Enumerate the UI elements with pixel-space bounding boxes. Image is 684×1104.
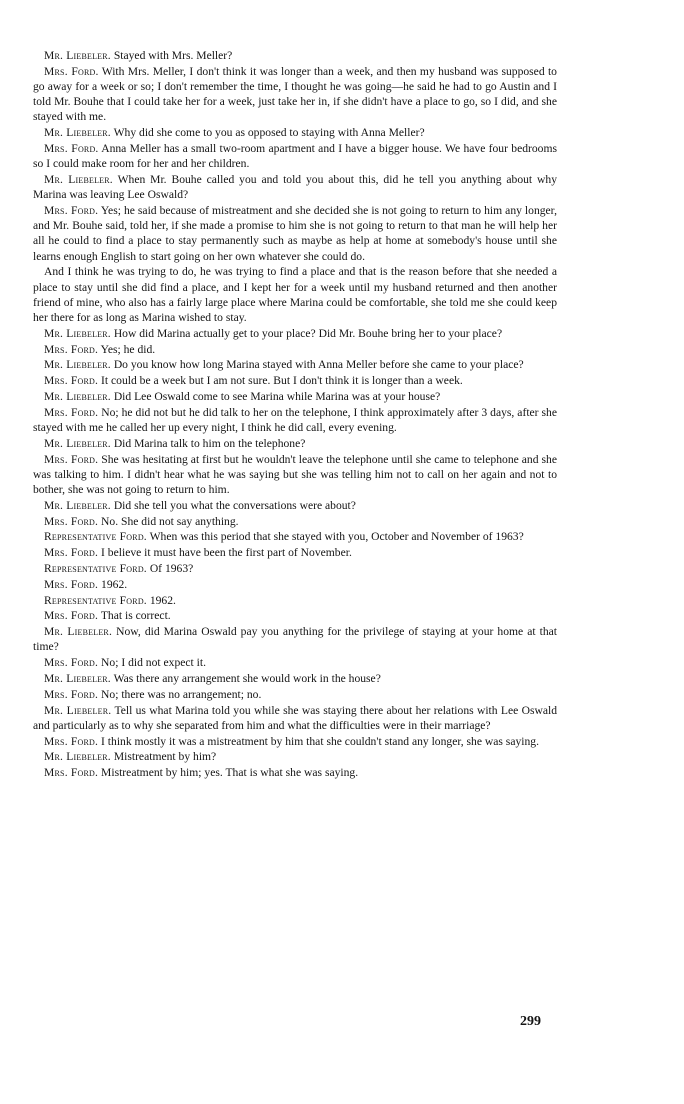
testimony-text: Tell us what Marina told you while she was staying there about her relations with Lee Oswald and particularly as to why she separated from him and what the difficulties were in their marriage?: [33, 703, 557, 732]
testimony-text: When was this period that she stayed with you, October and November of 1963?: [149, 530, 524, 544]
speaker-name: Mrs. Ford.: [44, 609, 99, 623]
testimony-paragraph: [33, 734, 557, 749]
page-number: 299: [520, 1014, 541, 1029]
speaker-name: Mr. Liebeler.: [44, 126, 111, 140]
testimony-text: She was hesitating at first but he wouldn't leave the telephone until she came to telephone and she was talking to him. I didn't hear what he was saying but she was telling him not to call on her again and not to bother, she was not going to return to him.: [33, 452, 557, 496]
testimony-paragraph: [33, 671, 557, 686]
speaker-name: Mrs. Ford.: [44, 656, 99, 670]
testimony-text: Of 1963?: [149, 561, 194, 575]
speaker-name: Mrs. Ford.: [44, 452, 99, 466]
speaker-name: Mrs. Ford.: [44, 687, 99, 701]
speaker-name: Mr. Liebeler.: [44, 436, 111, 450]
speaker-name: Mr. Liebeler.: [44, 358, 111, 372]
testimony-text: Yes; he said because of mistreatment and she decided she is not going to return to him any longer, and Mr. Bouhe said, told her, if she made a promise to him she is not going to return to that man he will help her all he could to find a place to stay permanently such as maybe as help at home at somebody's house until she learns enough English to start going on her own whatever she could do.: [33, 204, 557, 263]
speaker-name: Mrs. Ford.: [44, 546, 99, 560]
testimony-text: With Mrs. Meller, I don't think it was longer than a week, and then my husband was supposed to go away for a week or so; I don't remember the time, I thought he was going—he said he had to go Austin and I told Mr. Bouhe that I could take her for a week, just take her in, if she didn't have a place to go, so I did, and she stayed with me.: [33, 64, 557, 124]
testimony-text: Did Marina talk to him on the telephone?: [113, 436, 306, 450]
speaker-name: Mr. Liebeler.: [44, 390, 111, 403]
speaker-name: Mr. Liebeler.: [44, 326, 111, 340]
speaker-name: Representative Ford.: [44, 561, 147, 575]
testimony-text: No; I did not expect it.: [101, 656, 207, 670]
testimony-text: I believe it must have been the first part of November.: [101, 546, 352, 560]
speaker-name: Mr. Liebeler.: [44, 750, 111, 764]
testimony-text: Did she tell you what the conversations were about?: [113, 498, 356, 512]
testimony-text: No; there was no arrangement; no.: [101, 687, 262, 701]
speaker-name: Mrs. Ford.: [44, 142, 99, 155]
testimony-paragraph: [33, 561, 557, 576]
speaker-name: Mrs. Ford.: [44, 64, 99, 78]
testimony-text: 1962.: [149, 593, 176, 607]
testimony-text: No; he did not but he did talk to her on the telephone, I think approximately after 3 days, after she stayed with me he called her up every night, I think he did call, every evening.: [33, 405, 557, 434]
testimony-text: Was there any arrangement she would work in the house?: [113, 671, 381, 685]
testimony-text: How did Marina actually get to your place? Did Mr. Bouhe bring her to your place?: [113, 326, 503, 340]
testimony-paragraph: [33, 703, 557, 733]
testimony-paragraph: [33, 593, 557, 608]
testimony-text: Yes; he did.: [100, 342, 156, 356]
speaker-name: Mr. Liebeler.: [44, 625, 113, 639]
speaker-name: Mr. Liebeler.: [44, 671, 111, 685]
testimony-paragraph: [33, 203, 557, 264]
testimony-text: Did Lee Oswald come to see Marina while Marina was at your house?: [113, 390, 441, 403]
testimony-paragraph: [33, 64, 557, 125]
testimony-paragraph: [33, 48, 557, 63]
speaker-name: Mrs. Ford.: [44, 734, 99, 748]
testimony-paragraph: [33, 624, 557, 654]
testimony-paragraph: [33, 125, 557, 140]
testimony-text: I think mostly it was a mistreatment by him that she couldn't stand any longer, she was saying.: [101, 734, 539, 748]
testimony-paragraph: [33, 687, 557, 702]
speaker-name: Mrs. Ford.: [44, 374, 99, 388]
testimony-paragraph: [33, 436, 557, 451]
testimony-text: Mistreatment by him?: [113, 750, 217, 764]
speaker-name: Mr. Liebeler.: [44, 498, 111, 512]
speaker-name: Mrs. Ford.: [44, 204, 99, 217]
testimony-text: It could be a week but I am not sure. But I don't think it is longer than a week.: [101, 374, 463, 388]
testimony-paragraph: [33, 373, 557, 388]
testimony-text: That is correct.: [100, 609, 171, 623]
transcript-page: [33, 48, 557, 781]
testimony-paragraph: [33, 514, 557, 529]
speaker-name: Representative Ford.: [44, 530, 147, 544]
testimony-text: Why did she come to you as opposed to staying with Anna Meller?: [113, 126, 425, 140]
testimony-paragraph: [33, 264, 557, 325]
testimony-paragraph: [33, 529, 557, 544]
testimony-paragraph: [33, 545, 557, 560]
testimony-paragraph: [33, 357, 557, 372]
testimony-paragraph: [33, 498, 557, 513]
testimony-text: When Mr. Bouhe called you and told you about this, did he tell you anything about why Marina was leaving Lee Oswald?: [33, 173, 557, 202]
testimony-text: Stayed with Mrs. Meller?: [113, 49, 233, 62]
testimony-paragraph: [33, 577, 557, 592]
speaker-name: Mr. Liebeler.: [44, 703, 112, 717]
testimony-paragraph: [33, 342, 557, 357]
speaker-name: Mrs. Ford.: [44, 342, 99, 356]
speaker-name: Mrs. Ford.: [44, 766, 99, 780]
testimony-text: Mistreatment by him; yes. That is what she was saying.: [101, 766, 359, 780]
testimony-paragraph: [33, 389, 557, 404]
testimony-paragraph: [33, 172, 557, 202]
testimony-paragraph: [33, 326, 557, 341]
testimony-text: Anna Meller has a small two-room apartment and I have a bigger house. We have four bedrooms so I could make room for her and her children.: [33, 142, 557, 171]
testimony-text: Do you know how long Marina stayed with Anna Meller before she came to your place?: [113, 358, 524, 372]
speaker-name: Representative Ford.: [44, 593, 147, 607]
testimony-paragraph: [33, 141, 557, 171]
testimony-paragraph: [33, 749, 557, 764]
speaker-name: Mrs. Ford.: [44, 405, 99, 419]
testimony-paragraph: [33, 655, 557, 670]
testimony-text: 1962.: [101, 577, 128, 591]
testimony-text: No. She did not say anything.: [101, 514, 239, 528]
speaker-name: Mr. Liebeler.: [44, 173, 113, 186]
speaker-name: Mrs. Ford.: [44, 514, 99, 528]
testimony-text: And I think he was trying to do, he was trying to find a place and that is the reason before that she needed a place to stay until she did find a place, and I kept her for a week until my husband returned and then another friend of mine, who also has a fairly large place where Marina could be comfortable, she told me she could keep her there for as long as Marina wished to stay.: [33, 265, 557, 325]
speaker-name: Mrs. Ford.: [44, 577, 99, 591]
testimony-paragraph: [33, 405, 557, 435]
testimony-paragraph: [33, 608, 557, 623]
testimony-paragraph: [33, 765, 557, 780]
speaker-name: Mr. Liebeler.: [44, 49, 111, 62]
testimony-text: Now, did Marina Oswald pay you anything for the privilege of staying at your home at that time?: [33, 625, 557, 654]
testimony-paragraph: [33, 452, 557, 498]
